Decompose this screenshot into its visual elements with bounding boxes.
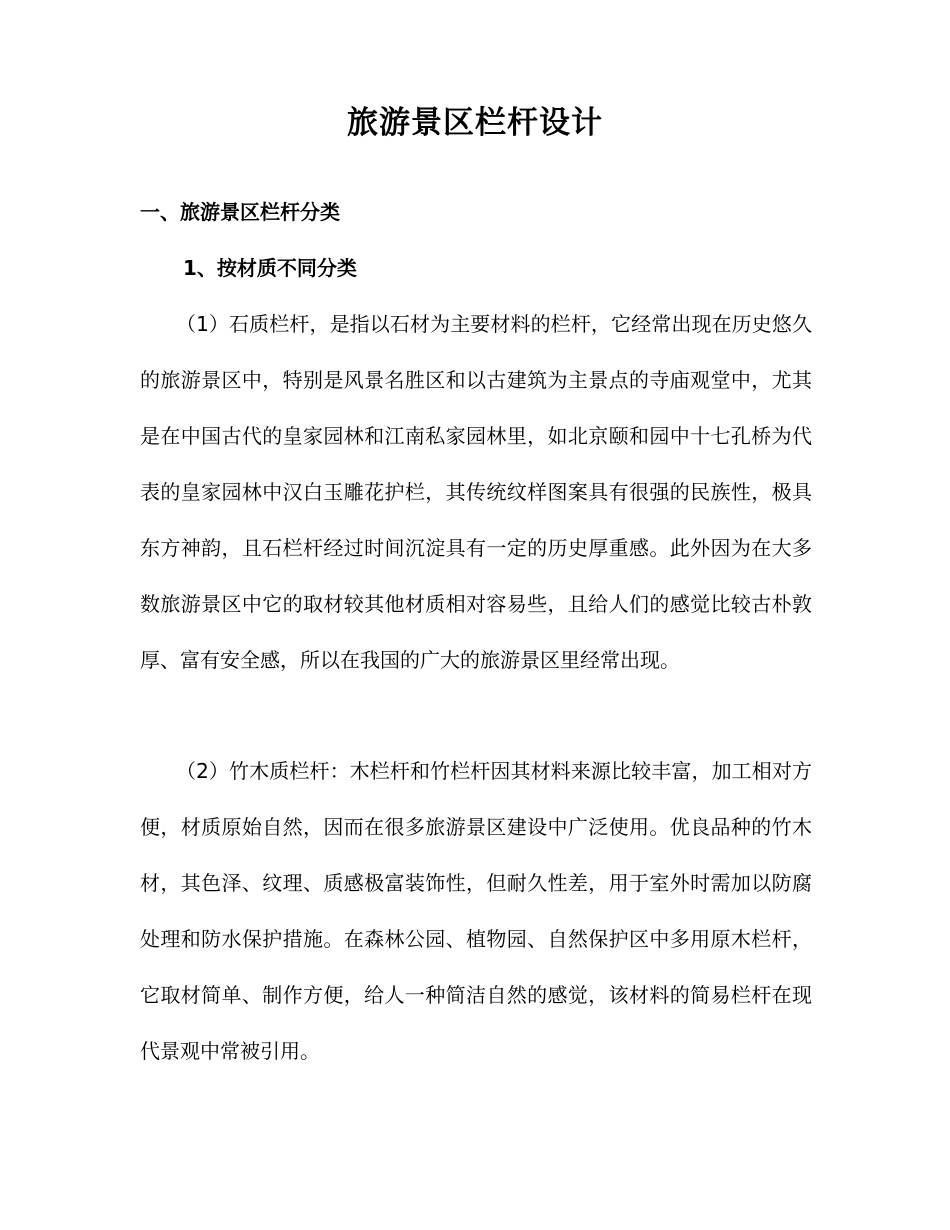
section-heading: 一、旅游景区栏杆分类 <box>140 200 340 224</box>
paragraph-stone-railing: （1）石质栏杆，是指以石材为主要材料的栏杆，它经常出现在历史悠久的旅游景区中，特别是风景名胜区和以古建筑为主景点的寺庙观堂中，尤其是在中国古代的皇家园林和江南私家园林里，如北京颐和园中十七孔桥为代表的皇家园林中汉白玉雕花护栏，其传统纹样图案具有很强的民族性，极具东方神韵，且石栏杆经过时间沉淀具有一定的历史厚重感。此外因为在大多数旅游景区中它的取材较其他材质相对容易些，且给人们的感觉比较古朴敦厚、富有安全感，所以在我国的广大的旅游景区里经常出现。 <box>140 312 812 672</box>
paragraph-bamboo-wood-railing: （2）竹木质栏杆：木栏杆和竹栏杆因其材料来源比较丰富，加工相对方便，材质原始自然，因而在很多旅游景区建设中广泛使用。优良品种的竹木材，其色泽、纹理、质感极富装饰性，但耐久性差，用于室外时需加以防腐处理和防水保护措施。在森林公园、植物园、自然保护区中多用原木栏杆，它取材简单、制作方便，给人一种简洁自然的感觉，该材料的简易栏杆在现代景观中常被引用。 <box>140 759 812 1063</box>
document-title: 旅游景区栏杆设计 <box>347 105 603 141</box>
sub-heading: 1、按材质不同分类 <box>183 256 357 280</box>
